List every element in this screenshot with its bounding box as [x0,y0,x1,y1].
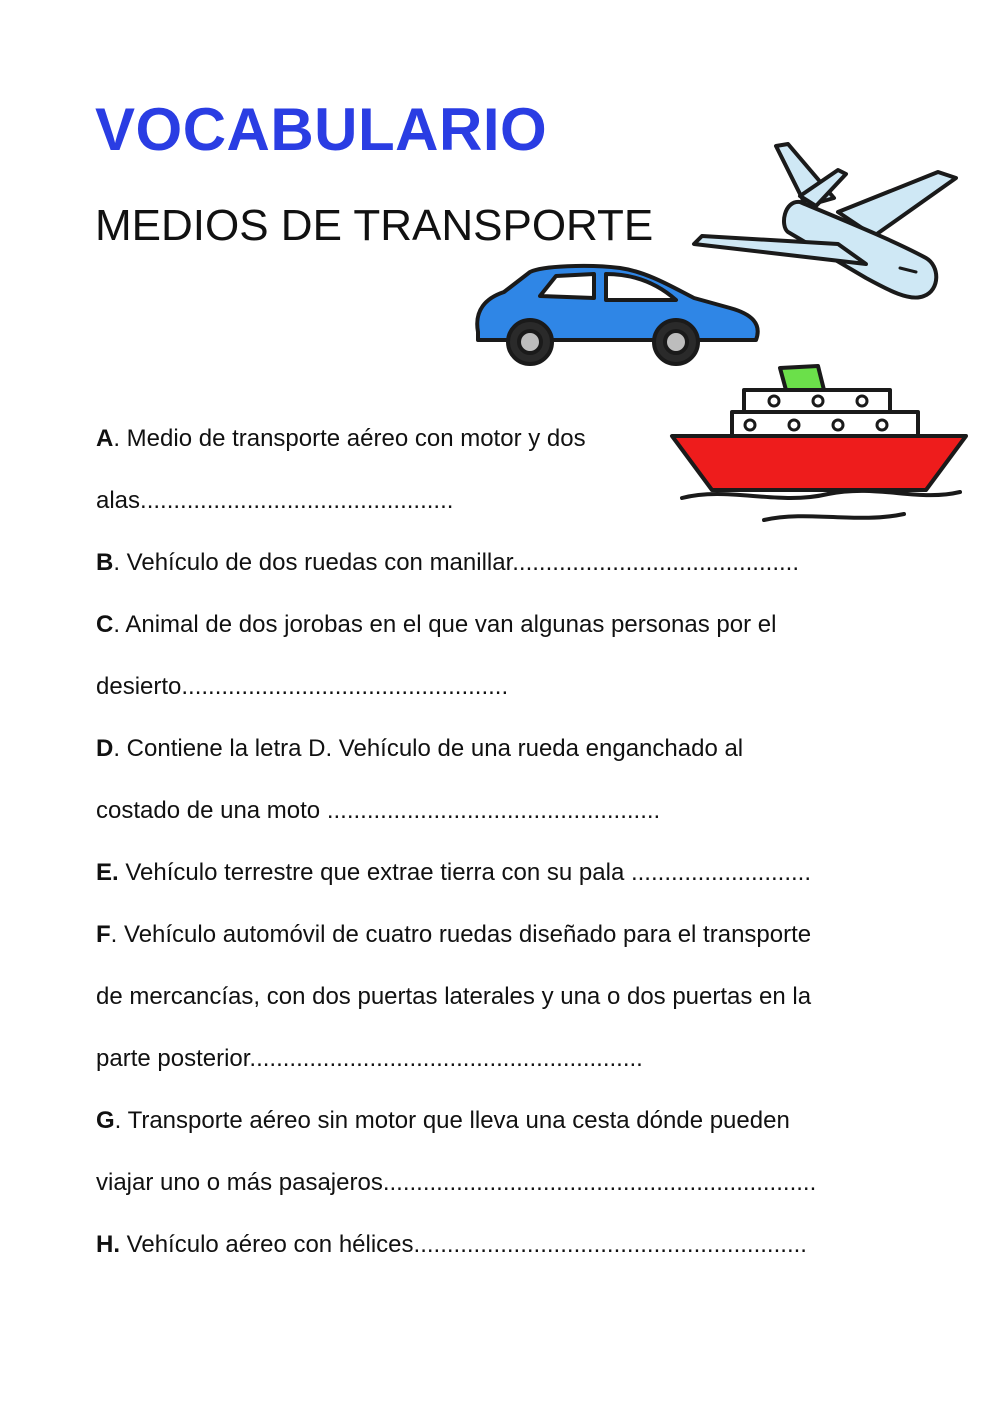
question-letter: H. [96,1231,120,1258]
car-icon [470,262,765,374]
question-text: Vehículo terrestre que extrae tierra con su pala ........................... [118,859,812,886]
question-text: . Contiene la letra D. Vehículo de una rueda enganchado al [113,735,744,762]
question-text: . Vehículo de dos ruedas con manillar........................................... [113,549,799,576]
question-text: . Medio de transporte aéreo con motor y dos [113,425,586,452]
question-f-continued-2 [96,1044,643,1074]
question-a-continued [96,486,453,516]
question-letter: F [96,921,111,948]
question-letter: E. [96,859,119,886]
question-letter: D [96,735,114,762]
question-e [96,858,811,888]
question-a [96,424,586,454]
question-text: . Transporte aéreo sin motor que lleva una cesta dónde pueden [114,1107,790,1134]
answer-line: alas............................................... [96,487,454,514]
question-g-continued [96,1168,816,1198]
answer-line: costado de una moto .................................................. [96,797,661,824]
question-text: . Animal de dos jorobas en el que van algunas personas por el [113,611,777,638]
page-subtitle: MEDIOS DE TRANSPORTE [95,201,654,250]
question-c-continued [96,672,508,702]
question-letter: G [96,1107,115,1134]
question-d-continued [96,796,660,826]
answer-line: parte posterior........................................................... [96,1045,643,1072]
answer-line: desierto................................................. [96,673,509,700]
question-text: Vehículo aéreo con hélices........................................................... [120,1231,807,1258]
question-f-continued [96,982,811,1012]
question-h [96,1230,807,1260]
question-f [96,920,811,950]
question-text: de mercancías, con dos puertas laterales y una o dos puertas en la [96,983,812,1010]
question-d [96,734,743,764]
question-text: . Vehículo automóvil de cuatro ruedas diseñado para el transporte [110,921,812,948]
question-letter: A [96,425,114,452]
answer-line: viajar uno o más pasajeros................................................................. [96,1169,817,1196]
question-letter: C [96,611,114,638]
question-letter: B [96,549,114,576]
question-g [96,1106,790,1136]
question-b [96,548,799,578]
ship-icon [668,360,973,530]
question-c [96,610,776,640]
page-title: VOCABULARIO [95,96,548,163]
